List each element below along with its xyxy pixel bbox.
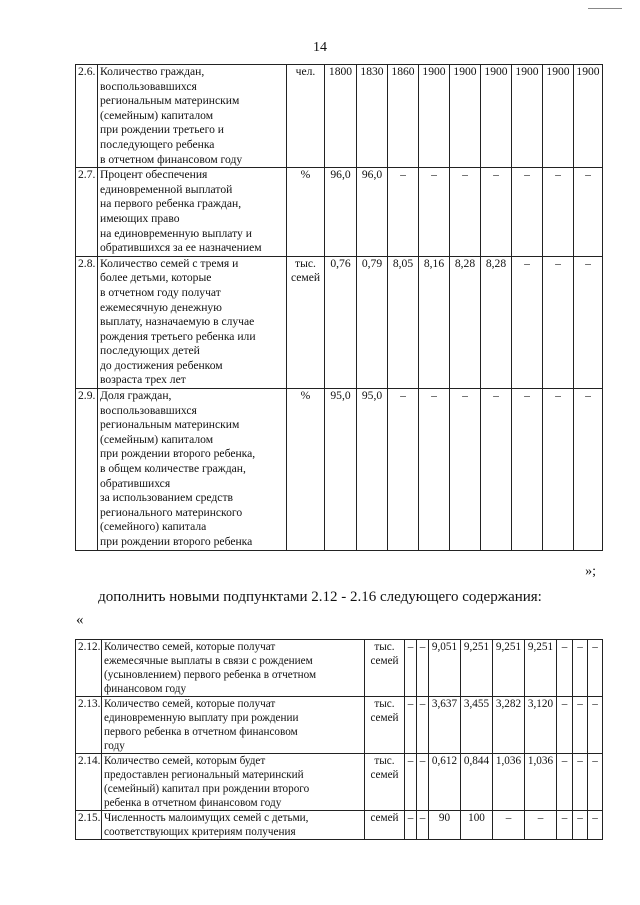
opening-quote-mark: « [76, 612, 84, 628]
year-value: – [512, 389, 543, 551]
indicator-name-line: Численность малоимущих семей с детьми, [104, 812, 309, 824]
year-value: 9,251 [461, 640, 493, 697]
year-value: 95,0 [357, 389, 388, 551]
year-value: – [573, 754, 588, 811]
table-row [76, 640, 603, 697]
indicator-name-line: (семейным) капиталом [100, 108, 214, 122]
indicator-name-line: при рождении третьего и [100, 123, 224, 137]
year-value: – [588, 811, 603, 840]
year-value: – [512, 256, 543, 388]
indicator-name-line: Количество граждан, [100, 65, 205, 78]
year-value: 0,844 [461, 754, 493, 811]
indicator-name [102, 640, 365, 697]
year-value: 1860 [388, 65, 419, 168]
new-subitems-table [75, 639, 603, 840]
year-value: 3,120 [525, 697, 557, 754]
unit-line: чел. [295, 65, 316, 78]
table-row [76, 65, 603, 168]
year-value: 95,0 [325, 389, 357, 551]
year-value: 8,16 [419, 256, 450, 388]
indicator-name-line: последующего ребенка [100, 137, 215, 151]
row-number: 2.13. [76, 697, 102, 754]
indicator-name-line: при рождении второго ребенка [100, 535, 253, 548]
unit-of-measure [287, 65, 325, 168]
year-value: – [481, 168, 512, 257]
year-value: 90 [429, 811, 461, 840]
year-value: 8,05 [388, 256, 419, 388]
indicator-name-line: регионального материнского [100, 505, 243, 519]
indicator-name-line: (семейным) капиталом [100, 432, 214, 446]
year-value: 9,251 [493, 640, 525, 697]
indicator-name-line: соответствующих критериям получения [104, 826, 296, 838]
year-value: 1900 [543, 65, 574, 168]
table-row [76, 256, 603, 388]
unit-line: семей [370, 812, 399, 824]
indicator-name-line: региональным материнским [100, 94, 240, 108]
year-value: 96,0 [325, 168, 357, 257]
year-value: 0,612 [429, 754, 461, 811]
row-number: 2.7. [76, 168, 98, 257]
indicator-name-line: единовременную выплату при рождении [104, 712, 299, 724]
year-value: – [574, 168, 603, 257]
indicator-name-line: финансовом году [104, 683, 187, 695]
indicator-name [98, 168, 287, 257]
year-value: – [481, 389, 512, 551]
unit-line: % [300, 389, 311, 403]
indicators-table-continued [75, 64, 603, 551]
indicator-name-line: в отчетном году получат [100, 285, 221, 299]
year-value: – [405, 697, 417, 754]
year-value: – [543, 256, 574, 388]
year-value: 1900 [419, 65, 450, 168]
indicator-name-line: единовременной выплатой [100, 182, 233, 196]
year-value: 9,251 [525, 640, 557, 697]
year-value: – [405, 811, 417, 840]
year-value: 0,76 [325, 256, 357, 388]
year-value: – [388, 389, 419, 551]
indicator-name [102, 697, 365, 754]
row-number: 2.6. [76, 65, 98, 168]
amendment-instruction: дополнить новыми подпунктами 2.12 - 2.16 следующего содержания: [98, 589, 542, 605]
year-value: – [557, 640, 573, 697]
unit-line: тыс. [374, 755, 395, 767]
indicator-name-line: Количество семей с тремя и [100, 256, 239, 270]
indicator-name [98, 256, 287, 388]
indicator-name-line: Процент обеспечения [100, 168, 208, 182]
year-value: – [543, 389, 574, 551]
year-value: – [573, 811, 588, 840]
year-value: 1830 [357, 65, 388, 168]
indicator-name-line: ребенка в отчетном финансовом году [104, 797, 282, 809]
indicator-name-line: на первого ребенка граждан, [100, 197, 242, 211]
table-row [76, 168, 603, 257]
year-value: – [417, 640, 429, 697]
indicator-name-line: Количество семей, которые получат [104, 641, 276, 653]
year-value: – [557, 754, 573, 811]
indicator-name-line: Количество семей, которым будет [104, 755, 266, 767]
indicator-name-line: возраста трех лет [100, 373, 186, 387]
year-value: – [417, 697, 429, 754]
indicator-name [98, 389, 287, 551]
indicator-name-line: обратившихся за ее назначением [100, 241, 262, 255]
indicator-name-line: более детьми, которые [100, 271, 212, 285]
row-number: 2.15. [76, 811, 102, 840]
year-value: 0,79 [357, 256, 388, 388]
row-number: 2.14. [76, 754, 102, 811]
unit-of-measure [365, 811, 405, 840]
year-value: 96,0 [357, 168, 388, 257]
indicator-name [98, 65, 287, 168]
row-number: 2.12. [76, 640, 102, 697]
indicator-name-line: при рождении второго ребенка, [100, 447, 256, 461]
indicator-name-line: региональным материнским [100, 418, 240, 432]
year-value: – [493, 811, 525, 840]
indicator-name-line: Количество семей, которые получат [104, 698, 276, 710]
row-number: 2.8. [76, 256, 98, 388]
unit-line: % [300, 168, 311, 182]
year-value: – [574, 389, 603, 551]
year-value: 3,637 [429, 697, 461, 754]
year-value: – [525, 811, 557, 840]
indicator-name-line: (усыновлением) первого ребенка в отчетном [104, 669, 317, 681]
indicator-name-line: воспользовавшихся [100, 403, 197, 417]
year-value: 100 [461, 811, 493, 840]
year-value: – [588, 754, 603, 811]
year-value: – [588, 640, 603, 697]
year-value: – [450, 168, 481, 257]
closing-quote-mark: »; [585, 564, 596, 579]
year-value: – [417, 754, 429, 811]
indicator-name-line: рождения третьего ребенка или [100, 329, 256, 343]
indicator-name [102, 754, 365, 811]
table-row [76, 697, 603, 754]
unit-of-measure [365, 697, 405, 754]
indicator-name-line: последующих детей [100, 344, 200, 358]
unit-line: семей [290, 271, 321, 285]
year-value: 3,282 [493, 697, 525, 754]
year-value: – [574, 256, 603, 388]
indicator-name-line: ежемесячную денежную [100, 300, 222, 314]
indicator-name-line: Доля граждан, [100, 389, 172, 403]
year-value: – [543, 168, 574, 257]
year-value: – [388, 168, 419, 257]
year-value: – [573, 697, 588, 754]
year-value: – [450, 389, 481, 551]
indicator-name-line: первого ребенка в отчетном финансовом [104, 726, 298, 738]
indicator-name-line: ежемесячные выплаты в связи с рождением [104, 655, 313, 667]
indicator-name-line: предоставлен региональный материнский [104, 769, 304, 781]
year-value: 1,036 [493, 754, 525, 811]
year-value: – [573, 640, 588, 697]
indicator-name-line: обратившихся [100, 476, 171, 490]
unit-line: тыс. [374, 698, 395, 710]
year-value: – [405, 640, 417, 697]
year-value: 1,036 [525, 754, 557, 811]
indicator-name-line: в общем количестве граждан, [100, 462, 246, 476]
year-value: 1900 [512, 65, 543, 168]
indicator-name-line: за использованием средств [100, 491, 233, 505]
indicator-name-line: в отчетном финансовом году [100, 152, 243, 166]
year-value: – [557, 811, 573, 840]
year-value: – [417, 811, 429, 840]
indicator-name-line: до достижения ребенком [100, 358, 223, 372]
year-value: – [512, 168, 543, 257]
year-value: 1900 [450, 65, 481, 168]
year-value: 9,051 [429, 640, 461, 697]
year-value: – [419, 389, 450, 551]
year-value: 3,455 [461, 697, 493, 754]
row-number: 2.9. [76, 389, 98, 551]
unit-of-measure [365, 754, 405, 811]
unit-of-measure [287, 168, 325, 257]
year-value: – [557, 697, 573, 754]
year-value: 1900 [574, 65, 603, 168]
table-row [76, 754, 603, 811]
unit-of-measure [365, 640, 405, 697]
indicator-name-line: воспользовавшихся [100, 79, 197, 93]
year-value: 8,28 [450, 256, 481, 388]
year-value: – [419, 168, 450, 257]
table-row [76, 389, 603, 551]
table-row [76, 811, 603, 840]
indicator-name [102, 811, 365, 840]
indicator-name-line: году [104, 740, 125, 752]
year-value: 8,28 [481, 256, 512, 388]
year-value: – [588, 697, 603, 754]
indicator-name-line: имеющих право [100, 211, 180, 225]
unit-line: семей [370, 769, 399, 781]
unit-of-measure [287, 256, 325, 388]
unit-of-measure [287, 389, 325, 551]
year-value: 1800 [325, 65, 357, 168]
page-number: 14 [313, 40, 327, 55]
year-value: 1900 [481, 65, 512, 168]
indicator-name-line: (семейного) капитала [100, 520, 207, 534]
indicator-name-line: (семейный) капитал при рождении второго [104, 783, 310, 795]
corner-rule [588, 8, 622, 9]
year-value: – [405, 754, 417, 811]
unit-line: тыс. [374, 641, 395, 653]
indicator-name-line: на единовременную выплату и [100, 226, 252, 240]
unit-line: семей [370, 655, 399, 667]
indicator-name-line: выплату, назначаемую в случае [100, 315, 255, 329]
unit-line: тыс. [295, 256, 316, 270]
unit-line: семей [370, 712, 399, 724]
